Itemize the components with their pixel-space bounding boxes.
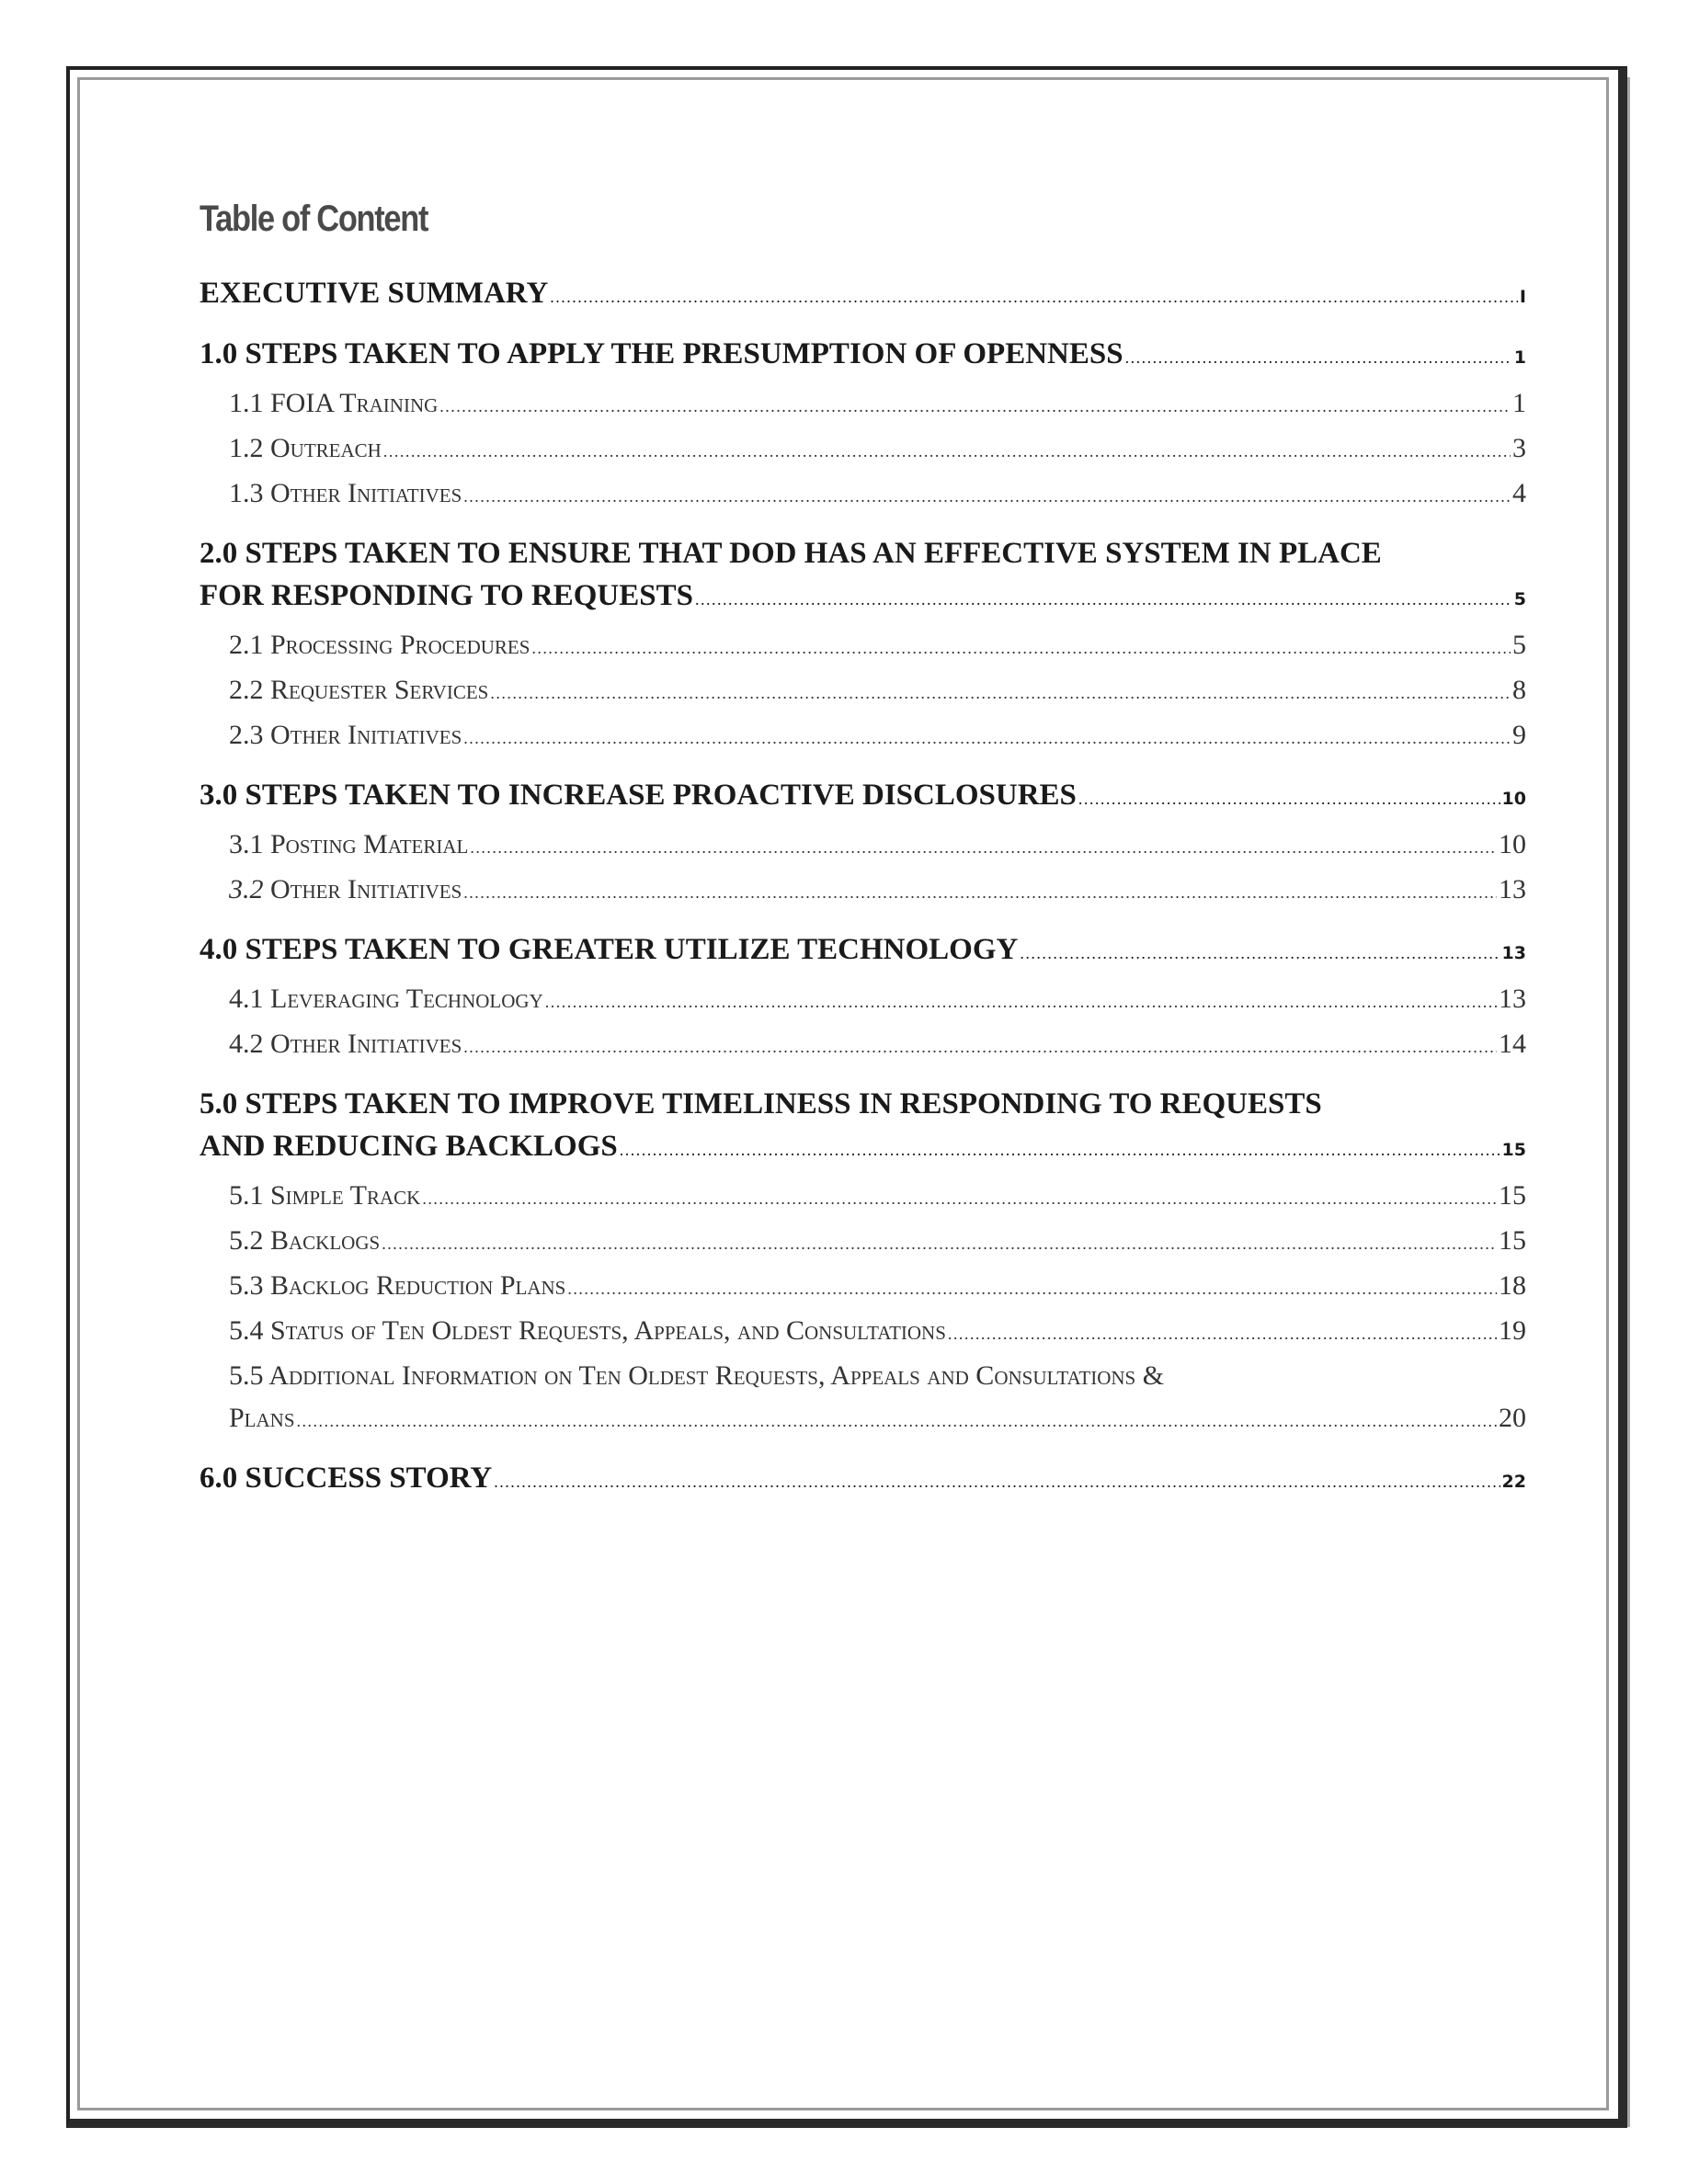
- toc-entry-number: 4.2: [229, 1029, 264, 1059]
- toc-title: Table of Content: [200, 199, 428, 239]
- toc-page-number: 3: [1512, 433, 1526, 463]
- dot-leader: [545, 981, 1497, 1023]
- dot-leader: [1078, 778, 1500, 820]
- toc-entry-section-1[interactable]: [200, 333, 1526, 379]
- toc-page-number: 13: [1499, 984, 1526, 1014]
- toc-entry-5-5-line-2[interactable]: [200, 1397, 1526, 1442]
- dot-leader: [620, 1129, 1500, 1171]
- dot-leader: [550, 276, 1518, 318]
- toc-entry-5-4[interactable]: [200, 1310, 1526, 1355]
- toc-entry-label: Leveraging Technology: [270, 984, 543, 1014]
- toc-entry-label: 1.0 STEPS TAKEN TO APPLY THE PRESUMPTION OF OPENNESS: [200, 337, 1123, 370]
- toc-page-number: 9: [1512, 720, 1526, 750]
- toc-page-number: 15: [1499, 1180, 1526, 1211]
- toc-page-number: 20: [1499, 1403, 1526, 1433]
- toc-page-number: 1: [1512, 388, 1526, 418]
- toc-page-number: 1: [1513, 347, 1526, 368]
- toc-entry-label: AND REDUCING BACKLOGS: [200, 1130, 618, 1163]
- dot-leader: [567, 1268, 1497, 1310]
- toc-entry-label: Backlogs: [270, 1225, 381, 1256]
- dot-leader: [297, 1400, 1497, 1442]
- toc-entry-label: Requester Services: [270, 675, 489, 705]
- dot-leader: [695, 578, 1512, 620]
- toc-entry-section-6[interactable]: [200, 1457, 1526, 1503]
- toc-entry-label: FOR RESPONDING TO REQUESTS: [200, 579, 693, 612]
- toc-entry-label: 3.0 STEPS TAKEN TO INCREASE PROACTIVE DISCLOSURES: [200, 779, 1077, 812]
- toc-subsection-group-5: [200, 1175, 1526, 1442]
- toc-entry-section-5-line-2[interactable]: [200, 1125, 1526, 1171]
- toc-entry-3-1[interactable]: [200, 824, 1526, 869]
- toc-page-number: 15: [1499, 1225, 1526, 1256]
- toc-entry-label: Backlog Reduction Plans: [270, 1270, 566, 1301]
- toc-subsection-group-1: [200, 382, 1526, 518]
- toc-entry-label: 6.0 SUCCESS STORY: [200, 1462, 493, 1495]
- toc-page-number: 5: [1512, 630, 1526, 660]
- toc-entry-label: EXECUTIVE SUMMARY: [200, 277, 549, 310]
- toc-entry-label: Outreach: [270, 433, 382, 463]
- dot-leader: [490, 672, 1511, 714]
- toc-entry-label: Other Initiatives: [270, 1029, 462, 1059]
- toc-entry-4-1[interactable]: [200, 978, 1526, 1023]
- toc-entry-1-2[interactable]: [200, 427, 1526, 472]
- toc-entry-label: Other Initiatives: [270, 478, 462, 508]
- toc-entry-5-2[interactable]: [200, 1220, 1526, 1265]
- toc-entry-number: 1.2: [229, 433, 264, 463]
- toc-page-number: 14: [1499, 1029, 1526, 1059]
- toc-entry-section-3[interactable]: [200, 774, 1526, 820]
- dot-leader: [494, 1461, 1500, 1503]
- toc-entry-number: 5.3: [229, 1270, 264, 1301]
- toc-entry-label: Simple Track: [270, 1180, 421, 1211]
- toc-entry-section-5-line-1[interactable]: 5.0 STEPS TAKEN TO IMPROVE TIMELINESS IN RESPONDING TO REQUESTS: [200, 1087, 1322, 1120]
- toc-page-number: I: [1519, 287, 1526, 307]
- toc-entry-section-2-line-2[interactable]: [200, 574, 1526, 620]
- toc-entry-label: Other Initiatives: [270, 874, 462, 904]
- toc-entry-label: Plans: [229, 1403, 295, 1433]
- toc-page-number: 15: [1501, 1140, 1526, 1160]
- dot-leader: [531, 627, 1511, 669]
- toc-subsection-group-2: [200, 624, 1526, 759]
- toc-entry-2-1[interactable]: [200, 624, 1526, 669]
- dot-leader: [463, 717, 1511, 759]
- dot-leader: [383, 430, 1511, 472]
- toc-entry-label: Other Initiatives: [270, 720, 462, 750]
- table-of-contents: [200, 272, 1526, 1503]
- toc-subsection-group-4: [200, 978, 1526, 1068]
- toc-entry-number: 5.5: [229, 1360, 264, 1391]
- dot-leader: [470, 826, 1497, 869]
- toc-entry-label: Additional Information on Ten Oldest Requests, Appeals and Consultations &: [268, 1360, 1165, 1391]
- toc-page-number: 13: [1499, 874, 1526, 904]
- toc-page-number: 4: [1512, 478, 1526, 508]
- toc-entry-4-2[interactable]: [200, 1023, 1526, 1068]
- dot-leader: [463, 871, 1497, 914]
- toc-entry-1-1[interactable]: [200, 382, 1526, 427]
- toc-entry-number: 5.2: [229, 1225, 264, 1256]
- toc-entry-number: 3.2: [229, 874, 264, 904]
- toc-entry-label: Posting Material: [270, 829, 469, 859]
- toc-page-number: 8: [1512, 675, 1526, 705]
- dot-leader: [948, 1313, 1497, 1355]
- dot-leader: [463, 475, 1511, 518]
- toc-entry-section-2-line-1[interactable]: 2.0 STEPS TAKEN TO ENSURE THAT DOD HAS AN EFFECTIVE SYSTEM IN PLACE: [200, 537, 1382, 570]
- toc-page-number: 19: [1499, 1315, 1526, 1346]
- toc-entry-2-3[interactable]: [200, 714, 1526, 759]
- toc-entry-5-1[interactable]: [200, 1175, 1526, 1220]
- toc-entry-label: 4.0 STEPS TAKEN TO GREATER UTILIZE TECHNOLOGY: [200, 933, 1019, 966]
- dot-leader: [422, 1177, 1497, 1220]
- toc-entry-label: Status of Ten Oldest Requests, Appeals, and Consultations: [270, 1315, 946, 1346]
- toc-entry-1-3[interactable]: [200, 472, 1526, 518]
- toc-entry-label: FOIA Training: [270, 388, 439, 418]
- toc-entry-3-2[interactable]: [200, 869, 1526, 914]
- toc-page-number: 10: [1499, 829, 1526, 859]
- dot-leader: [1020, 932, 1500, 974]
- toc-entry-2-2[interactable]: [200, 669, 1526, 714]
- toc-entry-number: 2.3: [229, 720, 264, 750]
- toc-entry-number: 5.1: [229, 1180, 264, 1211]
- toc-page-number: 5: [1513, 589, 1526, 609]
- toc-entry-number: 1.1: [229, 388, 264, 418]
- toc-entry-number: 2.1: [229, 630, 264, 660]
- dot-leader: [382, 1223, 1497, 1265]
- toc-entry-executive-summary[interactable]: [200, 272, 1526, 318]
- toc-entry-5-3[interactable]: [200, 1265, 1526, 1310]
- toc-entry-number: 3.1: [229, 829, 264, 859]
- toc-entry-section-4[interactable]: [200, 928, 1526, 974]
- toc-entry-number: 4.1: [229, 984, 264, 1014]
- toc-subsection-group-3: [200, 824, 1526, 914]
- toc-entry-5-5-line-1[interactable]: [200, 1355, 1526, 1397]
- toc-entry-number: 1.3: [229, 478, 264, 508]
- toc-entry-label: Processing Procedures: [270, 630, 530, 660]
- toc-page-number: 13: [1501, 943, 1526, 963]
- toc-entry-number: 5.4: [229, 1315, 264, 1346]
- toc-page-number: 10: [1501, 789, 1526, 809]
- dot-leader: [463, 1026, 1497, 1068]
- dot-leader: [1125, 336, 1512, 379]
- toc-page-number: 18: [1499, 1270, 1526, 1301]
- toc-entry-number: 2.2: [229, 675, 264, 705]
- dot-leader: [439, 385, 1511, 427]
- toc-page-number: 22: [1501, 1472, 1526, 1492]
